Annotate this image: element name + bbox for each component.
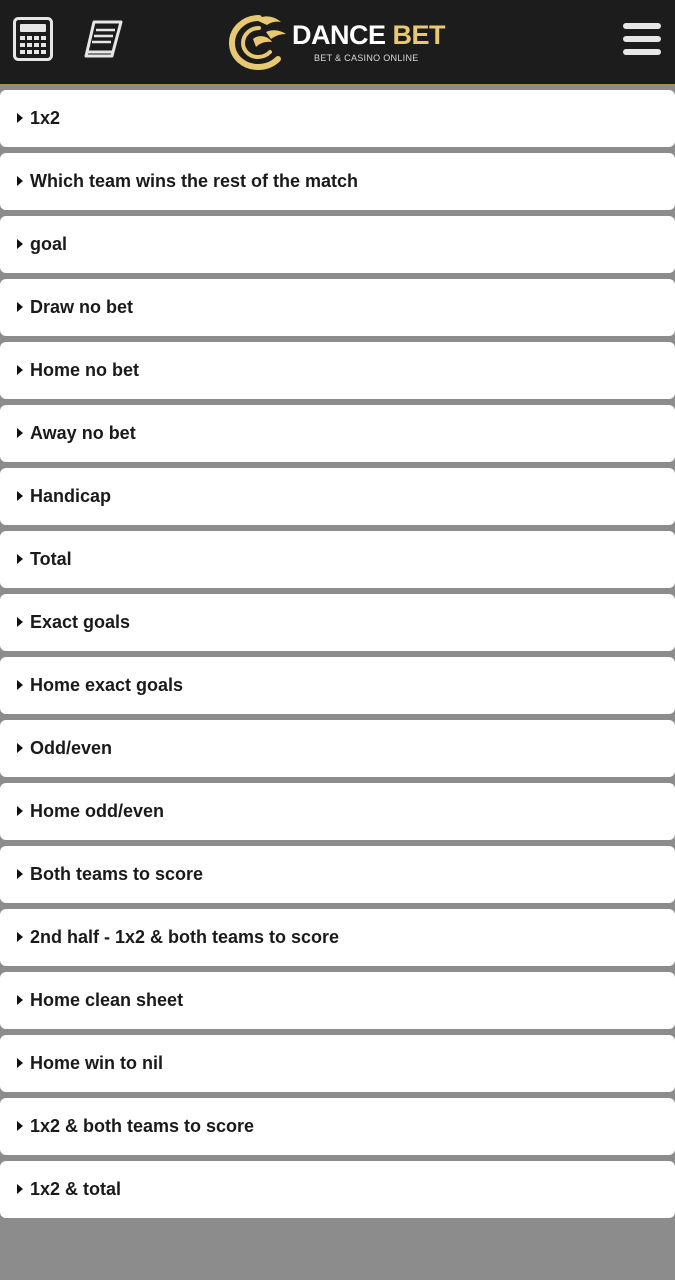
hamburger-menu-icon [623,23,661,55]
market-label: Exact goals [30,612,131,632]
market-label: Home clean sheet [30,990,184,1010]
app-header [0,0,675,86]
brand-word-bet: BET [392,20,446,50]
market-label: Both teams to score [30,864,204,884]
market-list [0,86,675,1224]
market-item[interactable] [0,405,675,462]
market-item[interactable] [0,216,675,273]
market-item[interactable] [0,657,675,714]
caret-right-icon [17,491,23,501]
market-label: Which team wins the rest of the match [30,171,359,191]
market-item[interactable] [0,90,675,147]
market-label: Home win to nil [30,1053,163,1073]
market-item[interactable] [0,594,675,651]
market-item[interactable] [0,909,675,966]
brand-logo[interactable] [226,12,456,72]
calculator-icon [13,17,53,61]
bet-slip-button[interactable] [82,17,124,61]
main-menu-button[interactable] [620,17,664,61]
market-item[interactable] [0,1035,675,1092]
brand-tagline: BET & CASINO ONLINE [314,53,419,63]
market-item[interactable] [0,342,675,399]
caret-right-icon [17,995,23,1005]
caret-right-icon [17,680,23,690]
market-label: Home odd/even [30,801,165,821]
market-label: Home exact goals [30,675,184,695]
market-label: 1x2 & total [30,1179,122,1199]
caret-right-icon [17,806,23,816]
market-label: Draw no bet [30,297,134,317]
market-label: 1x2 & both teams to score [30,1116,255,1136]
caret-right-icon [17,302,23,312]
caret-right-icon [17,1121,23,1131]
caret-right-icon [17,239,23,249]
market-label: goal [30,234,68,254]
market-label: Home no bet [30,360,140,380]
caret-right-icon [17,365,23,375]
caret-right-icon [17,428,23,438]
calculator-button[interactable] [12,17,54,61]
market-item[interactable] [0,1098,675,1155]
market-label: 2nd half - 1x2 & both teams to score [30,927,340,947]
book-icon [82,19,124,59]
caret-right-icon [17,113,23,123]
caret-right-icon [17,1184,23,1194]
caret-right-icon [17,932,23,942]
market-item[interactable] [0,783,675,840]
market-label: Total [30,549,72,569]
market-item[interactable] [0,1161,675,1218]
caret-right-icon [17,176,23,186]
market-item[interactable] [0,153,675,210]
market-label: 1x2 [30,108,61,128]
brand-word-dance: DANCE [292,20,386,50]
market-item[interactable] [0,846,675,903]
market-item[interactable] [0,720,675,777]
caret-right-icon [17,1058,23,1068]
market-label: Away no bet [30,423,136,443]
market-label: Odd/even [30,738,113,758]
brand-title [292,20,445,51]
caret-right-icon [17,617,23,627]
dance-bet-logo-icon [226,12,292,72]
market-item[interactable] [0,279,675,336]
caret-right-icon [17,554,23,564]
market-item[interactable] [0,972,675,1029]
market-label: Handicap [30,486,112,506]
caret-right-icon [17,743,23,753]
market-item[interactable] [0,468,675,525]
market-item[interactable] [0,531,675,588]
caret-right-icon [17,869,23,879]
